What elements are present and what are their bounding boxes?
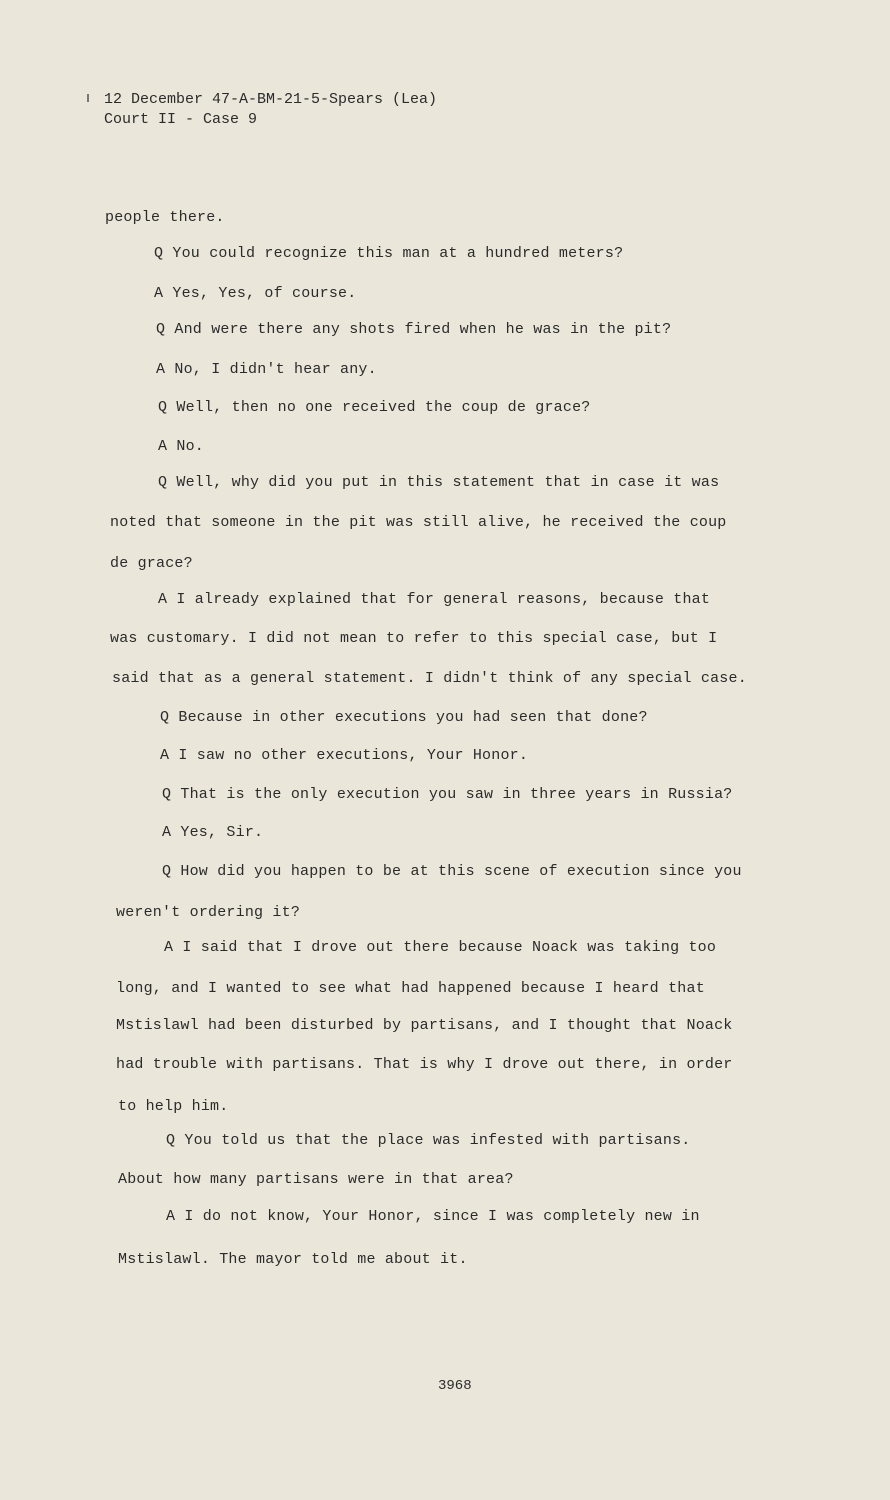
transcript-line: noted that someone in the pit was still alive, he received the coup	[110, 514, 727, 531]
transcript-line: weren't ordering it?	[116, 904, 301, 921]
transcript-line: A I already explained that for general reasons, because that	[158, 591, 711, 608]
transcript-line: Mstislawl had been disturbed by partisans, and I thought that Noack	[116, 1017, 733, 1034]
transcript-line: was customary. I did not mean to refer to this special case, but I	[110, 630, 718, 647]
transcript-line: long, and I wanted to see what had happened because I heard that	[116, 980, 705, 997]
document-header	[104, 90, 437, 130]
transcript-line: Q You told us that the place was infested with partisans.	[166, 1132, 691, 1149]
transcript-line: A Yes, Sir.	[162, 824, 264, 841]
transcript-line: A I said that I drove out there because Noack was taking too	[164, 939, 717, 956]
transcript-line: Q How did you happen to be at this scene of execution since you	[162, 863, 742, 880]
transcript-line: Q Well, why did you put in this statement that in case it was	[158, 474, 720, 491]
transcript-line: to help him.	[118, 1098, 229, 1115]
transcript-line: About how many partisans were in that area?	[118, 1171, 514, 1188]
transcript-line: said that as a general statement. I didn't think of any special case.	[112, 670, 747, 687]
transcript-line: had trouble with partisans. That is why I drove out there, in order	[116, 1056, 733, 1073]
transcript-line: Q That is the only execution you saw in three years in Russia?	[162, 786, 733, 803]
transcript-line: A Yes, Yes, of course.	[154, 285, 357, 302]
transcript-line: Q And were there any shots fired when he was in the pit?	[156, 321, 672, 338]
header-line-1: 12 December 47-A-BM-21-5-Spears (Lea)	[104, 91, 438, 108]
transcript-line: Q You could recognize this man at a hundred meters?	[154, 245, 624, 262]
transcript-line: A No, I didn't hear any.	[156, 361, 377, 378]
page-number: 3968	[438, 1378, 472, 1394]
transcript-line: A I do not know, Your Honor, since I was completely new in	[166, 1208, 700, 1225]
transcript-line: A No.	[158, 438, 205, 455]
transcript-line: A I saw no other executions, Your Honor.	[160, 747, 529, 764]
transcript-line: people there.	[105, 209, 225, 226]
margin-mark	[87, 94, 89, 102]
transcript-line: Q Because in other executions you had seen that done?	[160, 709, 648, 726]
transcript-line: Q Well, then no one received the coup de grace?	[158, 399, 591, 416]
transcript-line: de grace?	[110, 555, 193, 572]
transcript-line: Mstislawl. The mayor told me about it.	[118, 1251, 468, 1268]
header-line-2: Court II - Case 9	[104, 111, 258, 128]
